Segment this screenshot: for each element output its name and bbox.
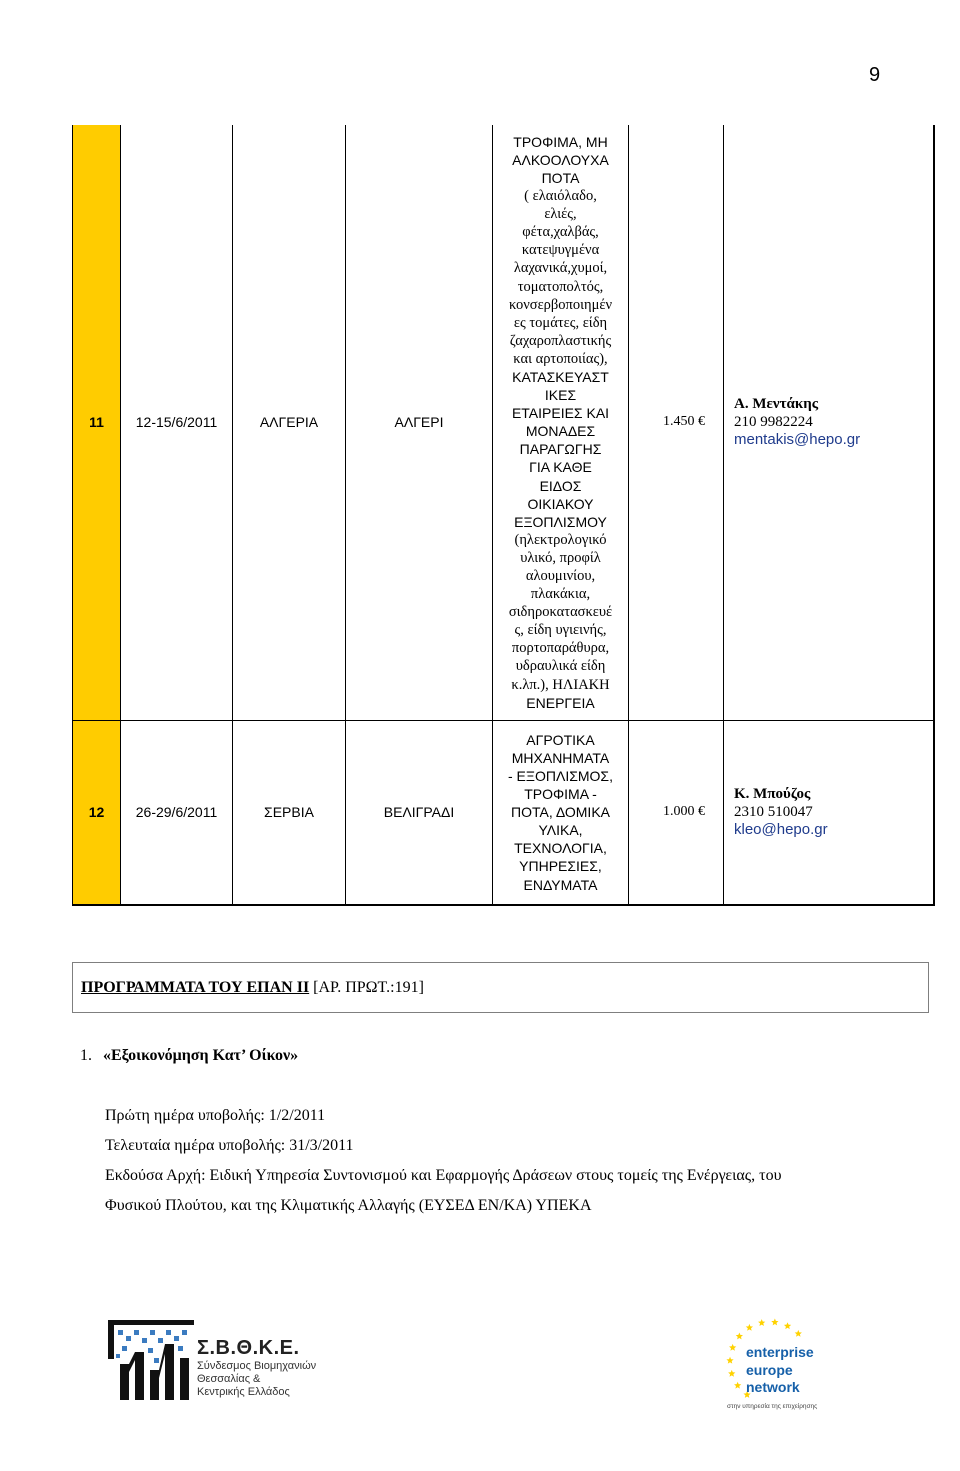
sectors [493, 720, 629, 905]
sector-line: ( ελαιόλαδο, [524, 188, 597, 205]
een-word: enterprise [746, 1344, 814, 1360]
een-word: europe [746, 1361, 793, 1378]
een-wordmark [746, 1344, 814, 1397]
programs-title: ΠΡΟΓΡΑΜΜΑΤΑ ΤΟΥ ΕΠΑΝ ΙΙ [81, 979, 310, 996]
sector-line: ζαχαροπλαστικής [509, 332, 612, 349]
page-number: 9 [869, 64, 881, 86]
star-icon [795, 1330, 802, 1337]
contact-name: Α. Μεντάκης [734, 396, 819, 413]
star-icon [728, 1370, 735, 1377]
contact-phone: 210 9982224 [734, 414, 813, 431]
sector-line: ΕΝΕΡΓΕΙΑ [526, 694, 595, 711]
sector-line: ΤΡΟΦΙΜΑ - [524, 786, 597, 803]
city: ΒΕΛΙΓΡΑΔΙ [346, 720, 493, 905]
sector-line: ΠΑΡΑΓΩΓΗΣ [519, 441, 602, 458]
authority-line: Φυσικού Πλούτου, και της Κλιματικής Αλλαγής (ΕΥΣΕΔ ΕΝ/ΚΑ) ΥΠΕΚΑ [105, 1197, 592, 1214]
table-row [73, 720, 934, 905]
sector-line: - ΕΞΟΠΛΙΣΜΟΣ, [508, 768, 613, 785]
star-icon [736, 1332, 743, 1339]
sector-line: ΠΟΤΑ [541, 169, 580, 186]
sector-line: ΓΙΑ ΚΑΘΕ [529, 459, 592, 476]
sector-line: ΥΠΗΡΕΣΙΕΣ, [519, 858, 602, 875]
sector-line: και αρτοποιίας), [513, 350, 608, 367]
programs-section-header [72, 962, 929, 1013]
star-icon [726, 1357, 733, 1364]
sector-line: (ηλεκτρολογικό [514, 531, 607, 548]
row-number: 11 [73, 125, 121, 720]
sector-line: αλουμινίου, [525, 568, 596, 584]
sbthke-full-name [197, 1360, 316, 1399]
table-row [73, 125, 934, 720]
sector-line: ΑΓΡΟΤΙΚΑ [526, 731, 595, 748]
sector-line: ΠΟΤΑ, ΔΟΜΙΚΑ [510, 804, 611, 821]
star-icon [758, 1319, 765, 1326]
contact-email-link[interactable]: mentakis@hepo.gr [734, 431, 861, 449]
contact [724, 125, 934, 720]
sector-line: φέτα,χαλβάς, [522, 224, 599, 241]
een-word: network [746, 1379, 800, 1395]
sector-line: ΟΙΚΙΑΚΟΥ [527, 495, 594, 512]
participation-cost: 1.000 € [629, 720, 724, 905]
contact-phone: 2310 510047 [734, 804, 813, 821]
sector-line: λαχανικά,χυμοί, [513, 260, 608, 277]
program-heading [80, 1045, 298, 1067]
sbthke-name-line: Κεντρικής Ελλάδος [197, 1386, 290, 1398]
first-submission-day: Πρώτη ημέρα υποβολής: 1/2/2011 [105, 1107, 326, 1124]
sector-line: υδραυλικά είδη [515, 658, 606, 675]
een-logo [726, 1316, 850, 1416]
program-details [105, 1101, 782, 1221]
sector-line: υλικό, προφίλ [520, 549, 601, 566]
sector-line: ΕΤΑΙΡΕΙΕΣ ΚΑΙ [511, 405, 610, 422]
program-title: «Εξοικονόμηση Κατ’ Οίκον» [103, 1047, 299, 1064]
sector-line: ς, είδη υγιεινής, [514, 622, 607, 639]
mission-dates: 26-29/6/2011 [121, 720, 233, 905]
last-submission-day: Τελευταία ημέρα υποβολής: 31/3/2011 [105, 1137, 354, 1154]
program-number: 1. [80, 1047, 92, 1064]
star-icon [771, 1319, 778, 1326]
sectors [493, 125, 629, 720]
sector-line: ΤΕΧΝΟΛΟΓΙΑ, [514, 840, 607, 857]
contact [724, 720, 934, 905]
sector-line: πλακάκια, [530, 586, 591, 603]
factory-skyline-icon [108, 1320, 194, 1400]
sector-line: ΜΟΝΑΔΕΣ [525, 423, 596, 440]
sbthke-acronym: Σ.Β.Θ.Κ.Ε. [197, 1337, 300, 1359]
authority-line: Εκδούσα Αρχή: Ειδική Υπηρεσία Συντονισμού και Εφαρμογής Δράσεων στους τομείς της Ενέργειας, του [105, 1167, 782, 1184]
sector-line: ελιές, [544, 206, 577, 223]
sector-line: πορτοπαράθυρα, [511, 640, 610, 657]
country: ΣΕΡΒΙΑ [233, 720, 346, 905]
star-icon [734, 1382, 741, 1389]
trade-missions-table [72, 125, 935, 906]
star-icon [729, 1344, 736, 1351]
logo-blue-squares [116, 1330, 187, 1363]
sector-line: κατεψυγμένα [521, 242, 600, 259]
sector-line: ες τομάτες, είδη [513, 314, 608, 331]
sector-line: ΜΗΧΑΝΗΜΑΤΑ [511, 749, 610, 766]
sbthke-name-line: Σύνδεσμος Βιομηχανιών [197, 1360, 317, 1372]
een-tagline: στην υπηρεσία της επιχείρησης [727, 1403, 818, 1410]
sector-line: κ.λπ.), ΗΛΙΑΚΗ [511, 676, 610, 693]
sector-line: ΥΛΙΚΑ, [538, 822, 583, 839]
sector-line: ΑΛΚΟΟΛΟΥΧΑ [512, 151, 609, 168]
participation-cost: 1.450 € [629, 125, 724, 720]
sector-line: κονσερβοποιημέν [508, 296, 613, 313]
protocol-reference: [ΑΡ. ΠΡΩΤ.:191] [313, 979, 424, 996]
row-number: 12 [73, 720, 121, 905]
sbthke-name-line: Θεσσαλίας & [197, 1373, 261, 1385]
issuing-authority [105, 1161, 782, 1221]
sector-line: τοματοπολτός, [517, 278, 604, 295]
sector-line: ΚΑΤΑΣΚΕΥΑΣΤ [512, 368, 609, 385]
star-icon [746, 1324, 753, 1331]
sector-line: ΕΞΟΠΛΙΣΜΟΥ [514, 513, 607, 530]
sector-line: ΕΝΔΥΜΑΤΑ [523, 876, 598, 893]
sector-line: ΙΚΕΣ [544, 387, 577, 404]
sector-line: σιδηροκατασκευέ [508, 604, 613, 621]
mission-dates: 12-15/6/2011 [121, 125, 233, 720]
contact-email-link[interactable]: kleo@hepo.gr [734, 821, 828, 839]
sector-line: ΤΡΟΦΙΜΑ, ΜΗ [513, 133, 608, 150]
country: ΑΛΓΕΡΙΑ [233, 125, 346, 720]
contact-name: Κ. Μπούζος [734, 786, 811, 803]
sector-line: ΕΙΔΟΣ [539, 477, 582, 494]
star-icon [784, 1322, 791, 1329]
sbthke-logo [106, 1316, 316, 1402]
city: ΑΛΓΕΡΙ [346, 125, 493, 720]
